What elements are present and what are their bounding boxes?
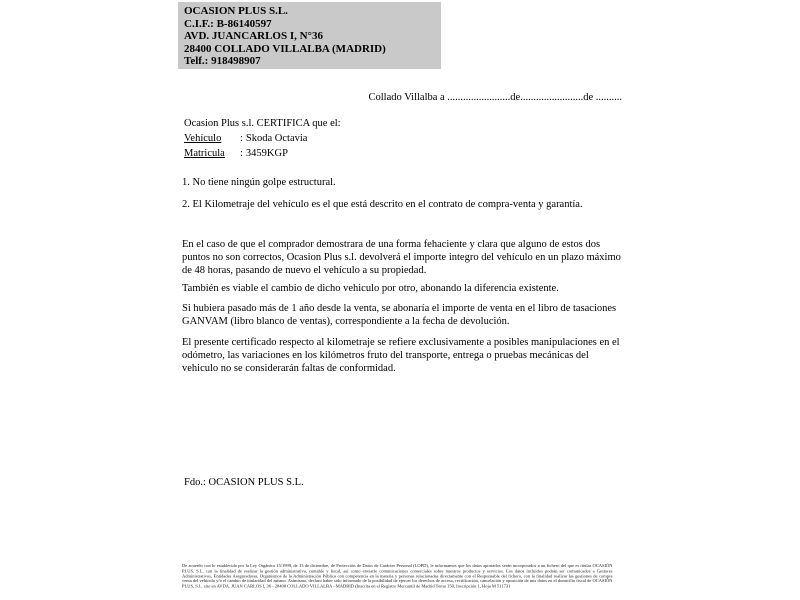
plate-colon: : [240,148,243,159]
vehicle-value: Skoda Octavia [245,133,308,144]
signature-line: Fdo.: OCASION PLUS S.L. [184,477,304,488]
plate-value: 3459KGP [245,148,288,159]
date-line: Collado Villalba a ........................de........................de .......... [368,92,622,103]
certificate-point-2: 2. El Kilometraje del vehículo es el que está descrito en el contrato de compra-venta y garantía. [182,199,583,210]
paragraph-refund-terms: En el caso de que el comprador demostrara de una forma fehaciente y clara que alguno de estos dos puntos no son correctos, Ocasion Plus s.l. devolverá el importe integro del vehículo en un plazo máximo de 48 horas, pasando de nuevo el vehículo a su propiedad. [182,239,621,277]
vehicle-label: Vehículo [184,133,222,144]
legal-notice: De acuerdo con lo establecido por la Ley Orgánica 15/1999, de 13 de diciembre, de Protección de Datos de Carácter Personal (LOPD), le informamos que los datos aportados serán incorporados a un fichero del que es titular OCASIÓN PLUS, S.L. con la finalidad de realizar la gestión administrativa, contable y fiscal, así como enviarle comunicaciones comerciales sobre nuestros productos y servicios. Los datos incluidos podrán ser comunicados a Gestores Administrativos, Entidades Aseguradoras, Organismos de la Administración Pública con competencia en la materia y personas relacionadas directamente con el Responsable del fichero, con la finalidad realizar las gestiones de compra venta del vehículo y/o el cambio de titularidad del mismo. Asimismo, declaro haber sido informado de la posibilidad de ejercer los derechos de acceso, rectificación, cancelación y oposición de mis datos en el domicilio fiscal de OCASIÓN PLUS, S.L. sito en AVDA. JUAN CARLOS I, 36 - 28400 COLLADO VILLALBA - MADRID (Inscrita en el Registro Mercantil de Madrid Tomo 150, Inscripción 1, Hoja M 511731 [182,564,613,589]
company-city: 28400 COLLADO VILLALBA (MADRID) [184,42,386,55]
company-letterhead [178,2,441,69]
plate-row [184,148,288,159]
vehicle-row [184,133,307,144]
certificate-point-1: 1. No tiene ningún golpe estructural. [182,177,336,188]
paragraph-exchange-option: También es viable el cambio de dicho vehiculo por otro, abonando la diferencia existente. [182,283,559,294]
certify-line: Ocasion Plus s.l. CERTIFICA que el: [184,118,341,129]
paragraph-ganvam-valuation: Si hubiera pasado más de 1 año desde la venta, se abonaría el importe de venta en el libro de tasaciones GANVAM (libro blanco de ventas), correspondiente a la fecha de devolución. [182,303,617,328]
company-name: OCASION PLUS S.L. [184,5,288,17]
company-phone: Telf.: 918498907 [184,55,261,68]
vehicle-colon: : [240,133,243,144]
paragraph-mileage-disclaimer: El presente certificado respecto al kilometraje se refiere exclusivamente a posibles manipulaciones en el odómetro, las variaciones en los kilómetros fruto del transporte, entrega o pruebas mecánicas del vehiculo no se considerarán faltas de conformidad. [182,337,620,375]
company-address: AVD. JUANCARLOS I, N°36 [184,30,323,43]
company-cif: C.I.F.: B-86140597 [184,17,272,30]
plate-label: Matricula [184,148,225,159]
